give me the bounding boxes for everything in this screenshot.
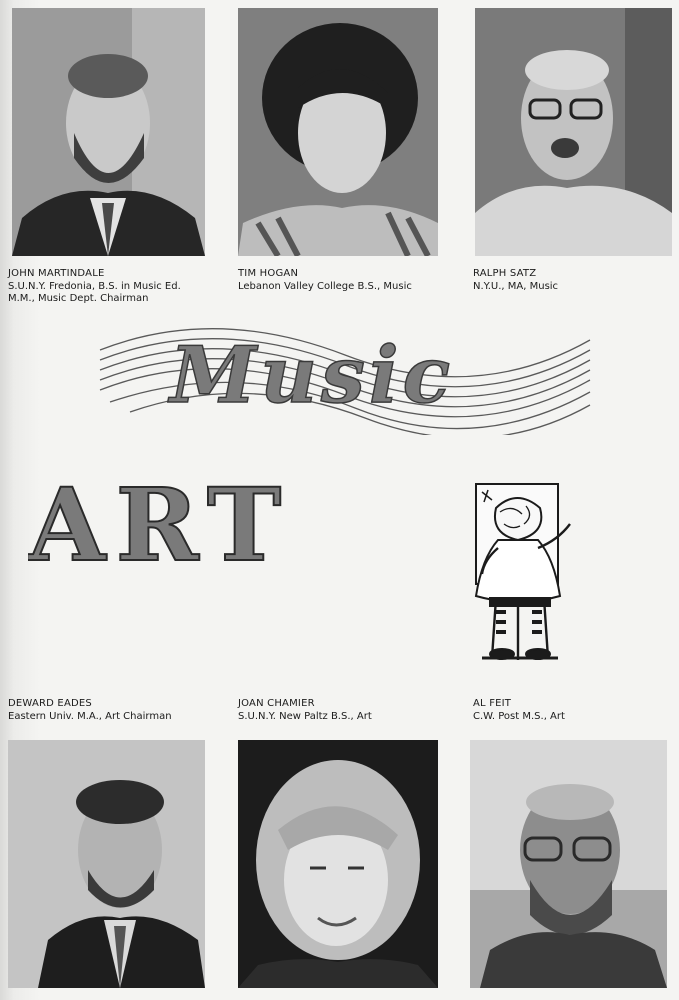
music-heading: Music — [170, 330, 455, 421]
faculty-name: JOHN MARTINDALE — [8, 268, 105, 279]
caption-john-martindale — [8, 268, 181, 306]
caption-deward-eades — [8, 698, 172, 723]
faculty-name: TIM HOGAN — [238, 268, 299, 279]
caption-al-feit — [473, 698, 565, 723]
music-banner — [95, 310, 595, 435]
photo-al-feit — [470, 740, 667, 988]
faculty-credential: S.U.N.Y. New Paltz B.S., Art — [238, 710, 372, 722]
faculty-name: RALPH SATZ — [473, 268, 537, 279]
photo-joan-chamier — [238, 740, 438, 988]
art-banner — [28, 465, 338, 575]
photo-ralph-satz — [475, 8, 672, 256]
caption-joan-chamier — [238, 698, 372, 723]
photo-john-martindale — [12, 8, 205, 256]
faculty-credential: Lebanon Valley College B.S., Music — [238, 280, 412, 292]
faculty-credential: C.W. Post M.S., Art — [473, 710, 565, 722]
faculty-credential: S.U.N.Y. Fredonia, B.S. in Music Ed. — [8, 280, 181, 292]
faculty-credential: N.Y.U., MA, Music — [473, 280, 559, 292]
faculty-name: DEWARD EADES — [8, 698, 92, 709]
child-painter-illustration — [462, 478, 577, 668]
caption-tim-hogan — [238, 268, 412, 293]
faculty-name: JOAN CHAMIER — [238, 698, 315, 709]
faculty-credential: M.M., Music Dept. Chairman — [8, 293, 149, 304]
photo-deward-eades — [8, 740, 205, 988]
caption-ralph-satz — [473, 268, 558, 293]
photo-tim-hogan — [238, 8, 438, 256]
art-heading: ART — [28, 466, 292, 575]
faculty-credential: Eastern Univ. M.A., Art Chairman — [8, 710, 172, 722]
faculty-name: AL FEIT — [473, 698, 512, 709]
